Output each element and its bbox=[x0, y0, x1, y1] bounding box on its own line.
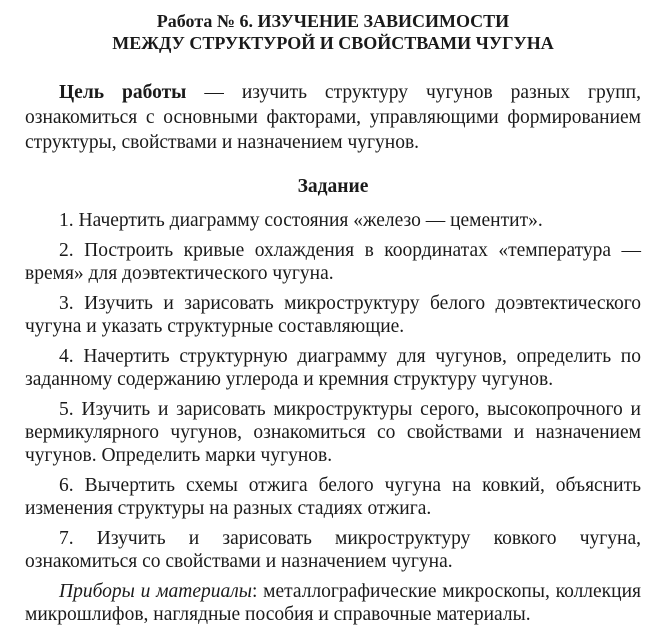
materials-paragraph bbox=[25, 580, 641, 626]
task-item-7: 7. Изучить и зарисовать микроструктуру ковкого чугуна, ознакомиться со свойствами и назначением чугуна. bbox=[25, 528, 641, 572]
title-line-1: Работа № 6. ИЗУЧЕНИЕ ЗАВИСИМОСТИ bbox=[156, 11, 510, 31]
materials-lead: Приборы и материалы bbox=[59, 581, 252, 602]
task-item-6: 6. Вычертить схемы отжига белого чугуна на ковкий, объяснить изменения структуры на разных стадиях отжига. bbox=[25, 475, 641, 519]
task-heading: Задание bbox=[297, 176, 369, 197]
task-item-4: 4. Начертить структурную диаграмму для чугунов, определить по заданному содержанию углерода и кремния структуру чугунов. bbox=[25, 346, 641, 390]
goal-text: — изучить структуру чугунов разных групп, ознакомиться с основными факторами, управляющими формированием структуры, свойствами и назначением чугунов. bbox=[25, 82, 641, 153]
task-item-1: 1. Начертить диаграмму состояния «железо — цементит». bbox=[59, 210, 543, 231]
task-item-2: 2. Построить кривые охлаждения в координатах «температура — время» для доэвтектического чугуна. bbox=[25, 240, 641, 284]
task-item-5: 5. Изучить и зарисовать микроструктуры серого, высокопрочного и вермикулярного чугунов, ознакомиться со свойствами и назначением чугунов. Определить марки чугунов. bbox=[25, 399, 641, 466]
goal-lead: Цель работы bbox=[59, 82, 187, 103]
materials-text: : металлографические микроскопы, коллекция микрошлифов, наглядные пособия и справочные материалы. bbox=[25, 581, 641, 625]
goal-paragraph bbox=[25, 80, 641, 155]
page-title bbox=[25, 10, 641, 54]
task-list bbox=[25, 209, 641, 573]
task-item-3: 3. Изучить и зарисовать микроструктуру белого доэвтектического чугуна и указать структурные составляющие. bbox=[25, 293, 641, 337]
title-line-2: МЕЖДУ СТРУКТУРОЙ И СВОЙСТВАМИ ЧУГУНА bbox=[112, 33, 554, 53]
